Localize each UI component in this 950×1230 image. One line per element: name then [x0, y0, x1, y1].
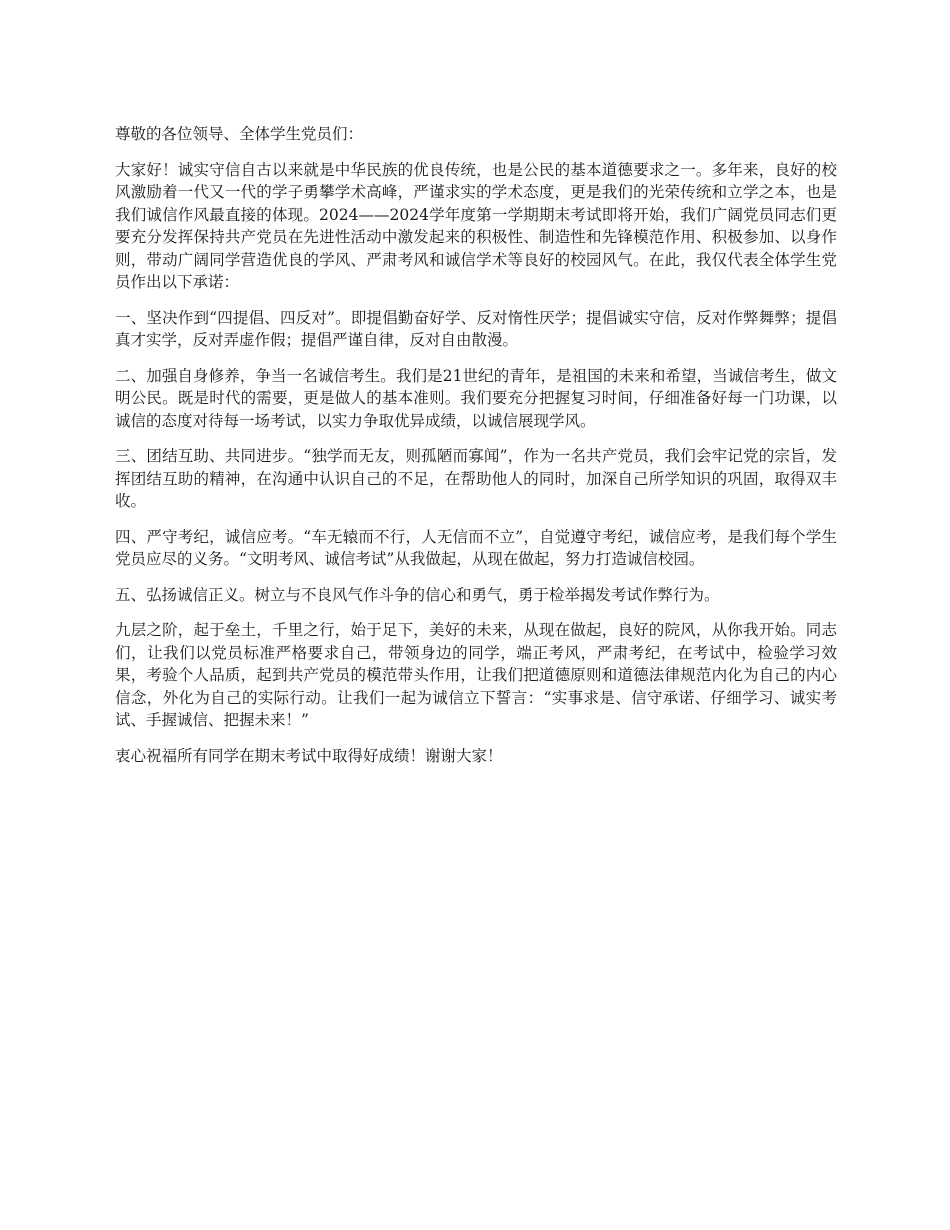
paragraph-pledge-3: 三、团结互助、共同进步。“独学而无友，则孤陋而寡闻”，作为一名共产党员，我们会牢记党的宗旨，发挥团结互助的精神，在沟通中认识自己的不足，在帮助他人的同时，加深自己所学知识的巩固，取得双丰收。 — [115, 447, 837, 510]
greeting: 尊敬的各位领导、全体学生党员们： — [115, 125, 364, 143]
paragraph-pledge-4: 四、严守考纪，诚信应考。“车无辕而不行，人无信而不立”，自觉遵守考纪，诚信应考，是我们每个学生党员应尽的义务。“文明考风、诚信考试”从我做起，从现在做起，努力打造诚信校园。 — [115, 527, 837, 568]
paragraph-pledge-2: 二、加强自身修养，争当一名诚信考生。我们是21世纪的青年，是祖国的未来和希望，当诚信考生，做文明公民。既是时代的需要，更是做人的基本准则。我们要充分把握复习时间，仔细准备好每一门功课，以诚信的态度对待每一场考试，以实力争取优异成绩，以诚信展现学风。 — [115, 366, 837, 430]
paragraph-wishes: 衷心祝福所有同学在期末考试中取得好成绩！谢谢大家！ — [115, 746, 503, 765]
paragraph-pledge-1: 一、坚决作到“四提倡、四反对”。即提倡勤奋好学、反对惰性厌学；提倡诚实守信，反对作弊舞弊；提倡真才实学，反对弄虚作假；提倡严谨自律，反对自由散漫。 — [115, 308, 837, 349]
paragraph-closing: 九层之阶，起于垒土，千里之行，始于足下，美好的未来，从现在做起，良好的院风，从你我开始。同志们，让我们以党员标准严格要求自己，带领身边的同学，端正考风，严肃考纪，在考试中，检验学习效果，考验个人品质，起到共产党员的模范带头作用，让我们把道德原则和道德法律规范内化为自己的内心信念，外化为自己的实际行动。让我们一起为诚信立下誓言：“实事求是、信守承诺、仔细学习、诚实考试、手握诚信、把握未来！” — [115, 621, 837, 729]
document-page — [115, 123, 837, 780]
paragraph-intro: 大家好！诚实守信自古以来就是中华民族的优良传统，也是公民的基本道德要求之一。多年来，良好的校风激励着一代又一代的学子勇攀学术高峰，严谨求实的学术态度，更是我们的光荣传统和立学之本，也是我们诚信作风最直接的体现。2024——2024学年度第一学期期末考试即将开始，我们广阔党员同志们更要充分发挥保持共产党员在先进性活动中激发起来的积极性、制造性和先锋模范作用、积极参加、以身作则，带动广阔同学营造优良的学风、严肃考风和诚信学术等良好的校园风气。在此，我仅代表全体学生党员作出以下承诺： — [115, 160, 837, 291]
paragraph-pledge-5: 五、弘扬诚信正义。树立与不良风气作斗争的信心和勇气，勇于检举揭发考试作弊行为。 — [115, 585, 720, 604]
